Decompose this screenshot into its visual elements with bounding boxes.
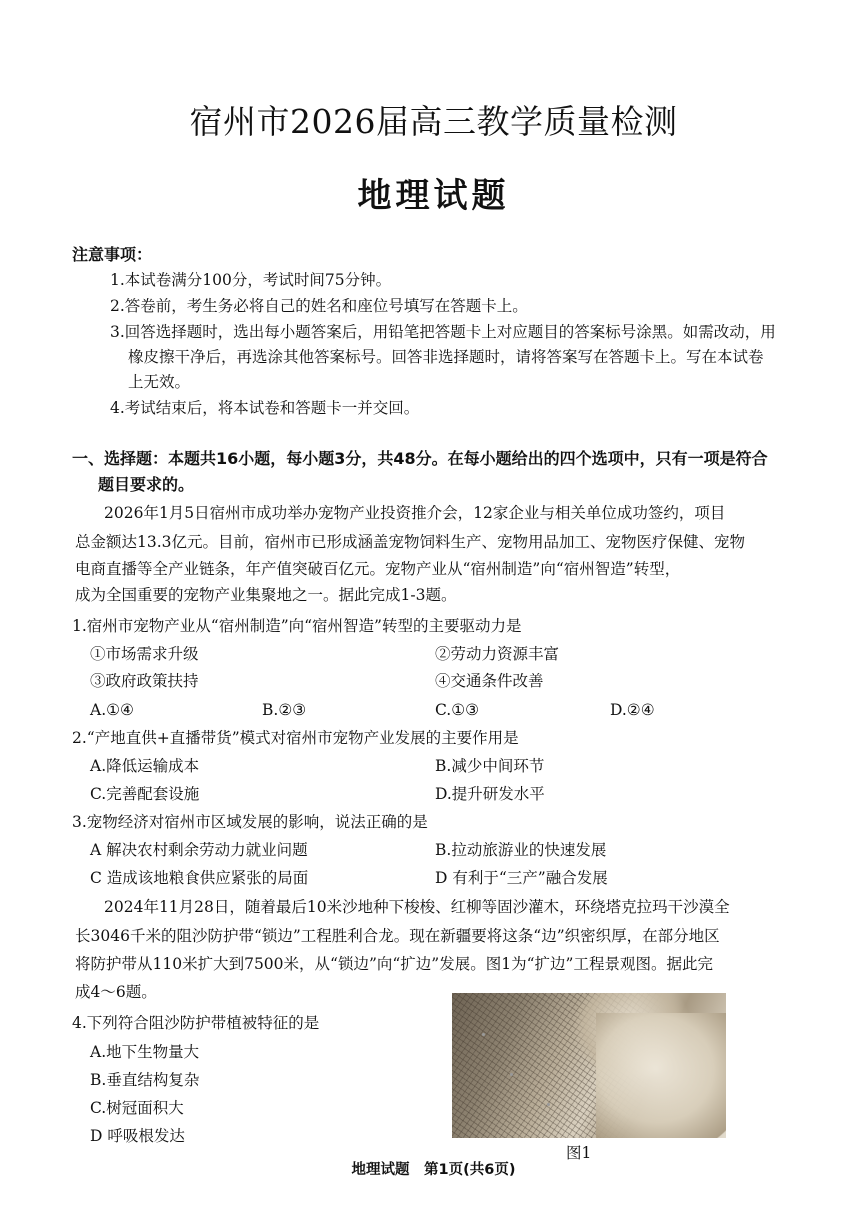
question-2-stem: 2.“产地直供+直播带货”模式对宿州市宠物产业发展的主要作用是: [72, 729, 519, 747]
q3-option-a: A 解决农村剩余劳动力就业问题: [90, 841, 308, 859]
q2-option-d: D.提升研发水平: [435, 785, 545, 803]
q3-option-d: D 有利于“三产”融合发展: [435, 869, 608, 887]
question-4-stem: 4.下列符合阻沙防护带植被特征的是: [72, 1014, 320, 1032]
material-2-line-3: 将防护带从110米扩大到7500米，从“锁边”向“扩边”发展。图1为“扩边”工程景观图。据此完: [75, 955, 713, 973]
q4-option-c: C.树冠面积大: [90, 1099, 184, 1117]
notice-item-1: 1.本试卷满分100分，考试时间75分钟。: [110, 271, 392, 289]
page-footer: 地理试题 第1页(共6页): [351, 1162, 516, 1178]
notice-item-2: 2.答卷前，考生务必将自己的姓名和座位号填写在答题卡上。: [110, 297, 528, 315]
q4-option-a: A.地下生物量大: [90, 1043, 200, 1061]
material-1-line-4: 成为全国重要的宠物产业集聚地之一。据此完成1-3题。: [75, 586, 457, 604]
question-1-stem: 1.宿州市宠物产业从“宿州制造”向“宿州智造”转型的主要驱动力是: [72, 617, 522, 635]
q1-factor-4: ④交通条件改善: [435, 672, 544, 690]
material-2-line-2: 长3046千米的阻沙防护带“锁边”工程胜利合龙。现在新疆要将这条“边”织密织厚，在部分地区: [75, 927, 720, 945]
sand-dune: [596, 1013, 726, 1138]
material-2-line-1: 2024年11月28日，随着最后10米沙地种下梭梭、红柳等固沙灌木，环绕塔克拉玛干沙漠全: [104, 898, 730, 916]
q1-option-d: D.②④: [610, 701, 655, 719]
q4-option-d: D 呼吸根发达: [90, 1127, 185, 1145]
q3-option-c: C 造成该地粮食供应紧张的局面: [90, 869, 309, 887]
q1-factor-2: ②劳动力资源丰富: [435, 645, 560, 663]
q4-option-b: B.垂直结构复杂: [90, 1071, 200, 1089]
material-1-line-1: 2026年1月5日宿州市成功举办宠物产业投资推介会，12家企业与相关单位成功签约，项目: [104, 504, 726, 522]
q1-factor-1: ①市场需求升级: [90, 645, 199, 663]
figure-1-desert-photo: [452, 993, 726, 1138]
shrub-dot: [482, 1033, 485, 1036]
exam-title: 宿州市2026届高三教学质量检测: [189, 102, 678, 141]
shrub-dot: [547, 1103, 550, 1106]
q1-option-a: A.①④: [90, 701, 134, 719]
notice-item-3: 3.回答选择题时，选出每小题答案后，用铅笔把答题卡上对应题目的答案标号涂黑。如需改动，用: [110, 323, 776, 341]
q1-option-c: C.①③: [435, 701, 480, 719]
shrub-dot: [510, 1073, 513, 1076]
notice-item-3-end: 上无效。: [128, 373, 191, 391]
q1-option-b: B.②③: [262, 701, 307, 719]
notice-item-4: 4.考试结束后，将本试卷和答题卡一并交回。: [110, 399, 420, 417]
exam-subject: 地理试题: [357, 176, 510, 216]
q3-option-b: B.拉动旅游业的快速发展: [435, 841, 607, 859]
q1-factor-3: ③政府政策扶持: [90, 672, 199, 690]
notice-item-3-cont: 橡皮擦干净后，再选涂其他答案标号。回答非选择题时，请将答案写在答题卡上。写在本试卷: [128, 348, 764, 366]
q2-option-b: B.减少中间环节: [435, 757, 545, 775]
figure-1-caption: 图1: [566, 1144, 592, 1162]
q2-option-c: C.完善配套设施: [90, 785, 200, 803]
material-1-line-2: 总金额达13.3亿元。目前，宿州市已形成涵盖宠物饲料生产、宠物用品加工、宠物医疗保健、宠物: [75, 533, 746, 551]
question-3-stem: 3.宠物经济对宿州市区域发展的影响，说法正确的是: [72, 813, 428, 831]
material-2-line-4: 成4～6题。: [75, 983, 157, 1001]
notice-heading: 注意事项：: [72, 245, 153, 264]
material-1-line-3: 电商直播等全产业链条，年产值突破百亿元。宠物产业从“宿州制造”向“宿州智造”转型，: [75, 560, 681, 578]
section-heading-cont: 题目要求的。: [98, 475, 195, 494]
q2-option-a: A.降低运输成本: [90, 757, 200, 775]
section-heading: 一、选择题：本题共16小题，每小题3分，共48分。在每小题给出的四个选项中，只有一项是符合: [72, 449, 768, 468]
